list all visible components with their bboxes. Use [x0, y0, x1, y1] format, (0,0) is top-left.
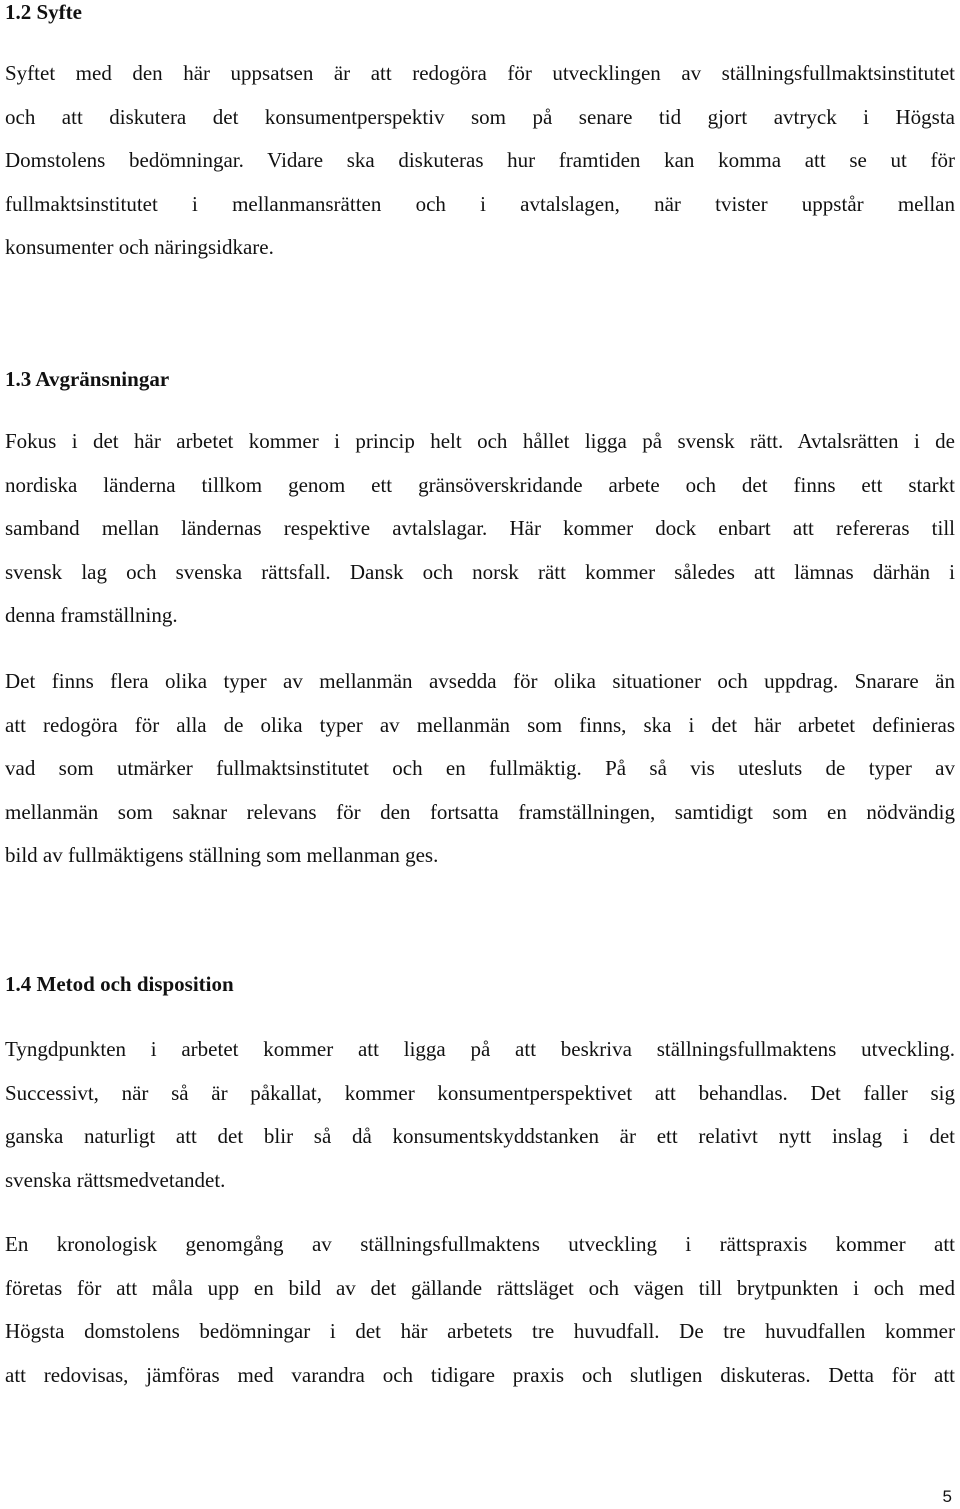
text-line: denna framställning. — [5, 603, 178, 627]
page-number: 5 — [942, 1487, 952, 1506]
text-line: och att diskutera det konsumentperspektiv som på senare tid gjort avtryck i Högsta — [5, 104, 955, 129]
text-line: ganska naturligt att det blir så då konsumentskyddstanken är ett relativt nytt inslag i det — [5, 1124, 955, 1148]
text-line: att redogöra för alla de olika typer av mellanmän som finns, ska i det här arbetet definieras — [5, 712, 955, 737]
paragraph-metod-1 — [5, 1028, 955, 1202]
text-line: mellanmän som saknar relevans för den fortsatta framställningen, samtidigt som en nödvändig — [5, 799, 955, 824]
paragraph-syfte — [5, 52, 955, 270]
section-heading-syfte: 1.2 Syfte — [5, 0, 82, 24]
text-line: Fokus i det här arbetet kommer i princip helt och hållet ligga på svensk rätt. Avtalsrätten i de — [5, 429, 955, 453]
text-line: bild av fullmäktigens ställning som mellanman ges. — [5, 843, 439, 867]
text-line: svensk lag och svenska rättsfall. Dansk och norsk rätt kommer således att lämnas därhän i — [5, 559, 955, 584]
section-heading-avgransningar: 1.3 Avgränsningar — [5, 367, 170, 391]
text-line: nordiska länderna tillkom genom ett gränsöverskridande arbete och det finns ett starkt — [5, 472, 955, 497]
paragraph-avgransningar-2 — [5, 660, 955, 878]
text-line: Det finns flera olika typer av mellanmän avsedda för olika situationer och uppdrag. Snarare än — [5, 669, 955, 693]
text-line: vad som utmärker fullmaktsinstitutet och en fullmäktig. På så vis utesluts de typer av — [5, 756, 955, 780]
text-line: Domstolens bedömningar. Vidare ska diskuteras hur framtiden kan komma att se ut för — [5, 148, 955, 172]
section-heading-metod: 1.4 Metod och disposition — [5, 972, 234, 996]
text-line: konsumenter och näringsidkare. — [5, 235, 274, 259]
text-line: En kronologisk genomgång av ställningsfullmaktens utveckling i rättspraxis kommer att — [5, 1232, 955, 1256]
paragraph-avgransningar-1 — [5, 420, 955, 638]
text-line: Högsta domstolens bedömningar i det här arbetets tre huvudfall. De tre huvudfallen kommer — [5, 1319, 955, 1343]
text-line: Successivt, när så är påkallat, kommer konsumentperspektivet att behandlas. Det faller sig — [5, 1080, 955, 1105]
text-line: företas för att måla upp en bild av det gällande rättsläget och vägen till brytpunkten i och med — [5, 1275, 955, 1300]
text-line: fullmaktsinstitutet i mellanmansrätten och i avtalslagen, när tvister uppstår mellan — [5, 191, 955, 216]
text-line: Syftet med den här uppsatsen är att redogöra för utvecklingen av ställningsfullmaktsinstitutet — [5, 61, 955, 85]
text-line: att redovisas, jämföras med varandra och tidigare praxis och slutligen diskuteras. Detta för att — [5, 1362, 955, 1387]
paragraph-metod-2 — [5, 1223, 955, 1397]
text-line: Tyngdpunkten i arbetet kommer att ligga på att beskriva ställningsfullmaktens utveckling. — [5, 1037, 955, 1061]
text-line: svenska rättsmedvetandet. — [5, 1167, 226, 1192]
text-line: samband mellan ländernas respektive avtalslagar. Här kommer dock enbart att refereras till — [5, 516, 955, 540]
